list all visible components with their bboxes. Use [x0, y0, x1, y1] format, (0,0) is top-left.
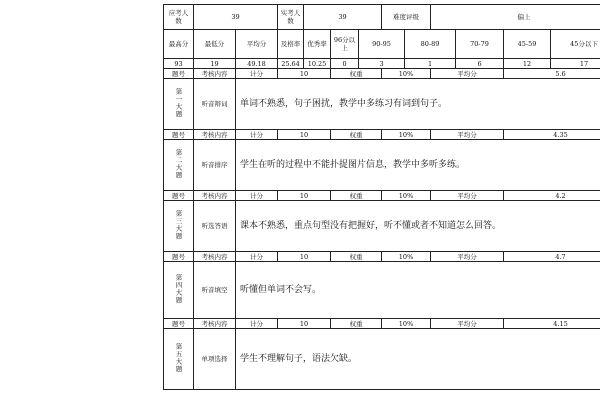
section-note: 单词不熟悉，句子困扰，教学中多练习有词到句子。	[236, 79, 600, 130]
stat-value: 1	[405, 59, 456, 69]
section-row	[164, 79, 600, 130]
actual-count-label: 实考人数	[278, 5, 304, 30]
average-label: 平均分	[431, 252, 504, 262]
stat-label: 最低分	[194, 30, 236, 59]
section-row	[164, 262, 600, 319]
points-label: 计分	[236, 191, 278, 201]
points-value: 10	[278, 69, 331, 79]
stat-value: 17	[551, 59, 600, 69]
points-value: 10	[278, 319, 331, 329]
summary-header-row	[164, 5, 600, 30]
stat-label: 70-79	[456, 30, 504, 59]
average-value: 4.35	[504, 130, 600, 140]
score-row	[164, 252, 600, 262]
section-note: 学生在听的过程中不能扑捉图片信息，教学中多听多练。	[236, 140, 600, 191]
difficulty-value: 偏上	[431, 5, 600, 30]
stat-label: 90-95	[359, 30, 405, 59]
due-count-value: 39	[194, 5, 278, 30]
average-label: 平均分	[431, 69, 504, 79]
average-label: 平均分	[431, 130, 504, 140]
points-label: 计分	[236, 130, 278, 140]
stats-value-row	[164, 59, 600, 69]
points-value: 10	[278, 191, 331, 201]
question-number-label: 题号	[164, 191, 194, 201]
weight-label: 权重	[331, 319, 382, 329]
section-note: 听懂但单词不会写。	[236, 262, 600, 319]
score-analysis-table	[163, 4, 600, 390]
question-number-label: 题号	[164, 252, 194, 262]
weight-value: 10%	[382, 69, 431, 79]
score-row	[164, 319, 600, 329]
stat-value: 6	[456, 59, 504, 69]
section-title: 第五大题	[164, 329, 194, 390]
stat-label: 80-89	[405, 30, 456, 59]
points-label: 计分	[236, 319, 278, 329]
assessment-label: 考核内容	[194, 252, 236, 262]
weight-value: 10%	[382, 130, 431, 140]
weight-label: 权重	[331, 130, 382, 140]
score-row	[164, 69, 600, 79]
stat-value: 10.25	[304, 59, 331, 69]
stat-value: 0	[331, 59, 359, 69]
stat-label: 45分以下	[551, 30, 600, 59]
assessment-label: 考核内容	[194, 191, 236, 201]
stat-value: 93	[164, 59, 194, 69]
section-note: 课本不熟悉，重点句型没有把握好，听不懂或者不知道怎么回答。	[236, 201, 600, 252]
points-value: 10	[278, 252, 331, 262]
assessment-label: 考核内容	[194, 69, 236, 79]
average-value: 5.6	[504, 69, 600, 79]
weight-label: 权重	[331, 252, 382, 262]
average-value: 4.2	[504, 191, 600, 201]
points-label: 计分	[236, 69, 278, 79]
section-title: 第三大题	[164, 201, 194, 252]
weight-value: 10%	[382, 191, 431, 201]
section-note: 学生不理解句子，语法欠缺。	[236, 329, 600, 390]
stat-value: 12	[504, 59, 551, 69]
average-value: 4.7	[504, 252, 600, 262]
section-row	[164, 201, 600, 252]
assessment-label: 考核内容	[194, 130, 236, 140]
points-label: 计分	[236, 252, 278, 262]
actual-count-value: 39	[304, 5, 382, 30]
stat-label: 45-59	[504, 30, 551, 59]
weight-value: 10%	[382, 252, 431, 262]
section-type: 听音填空	[194, 262, 236, 319]
stat-value: 19	[194, 59, 236, 69]
average-label: 平均分	[431, 319, 504, 329]
stat-value: 3	[359, 59, 405, 69]
stat-label: 优秀率	[304, 30, 331, 59]
average-label: 平均分	[431, 191, 504, 201]
points-value: 10	[278, 130, 331, 140]
difficulty-label: 难度评级	[382, 5, 431, 30]
stat-label: 及格率	[278, 30, 304, 59]
average-value: 4.15	[504, 319, 600, 329]
stat-label: 平均分	[236, 30, 278, 59]
due-count-label: 应考人数	[164, 5, 194, 30]
stat-value: 49.18	[236, 59, 278, 69]
score-row	[164, 191, 600, 201]
question-number-label: 题号	[164, 130, 194, 140]
section-type: 单项选择	[194, 329, 236, 390]
section-type: 听选答语	[194, 201, 236, 252]
weight-label: 权重	[331, 69, 382, 79]
stat-value: 25.64	[278, 59, 304, 69]
stats-label-row	[164, 30, 600, 59]
question-number-label: 题号	[164, 319, 194, 329]
section-title: 第二大题	[164, 140, 194, 191]
section-row	[164, 329, 600, 390]
section-title: 第一大题	[164, 79, 194, 130]
stat-label: 96分以上	[331, 30, 359, 59]
section-type: 听音排序	[194, 140, 236, 191]
weight-value: 10%	[382, 319, 431, 329]
question-number-label: 题号	[164, 69, 194, 79]
section-row	[164, 140, 600, 191]
stat-label: 最高分	[164, 30, 194, 59]
score-analysis-sheet	[163, 4, 600, 390]
weight-label: 权重	[331, 191, 382, 201]
assessment-label: 考核内容	[194, 319, 236, 329]
score-row	[164, 130, 600, 140]
section-type: 听音辩词	[194, 79, 236, 130]
section-title: 第四大题	[164, 262, 194, 319]
